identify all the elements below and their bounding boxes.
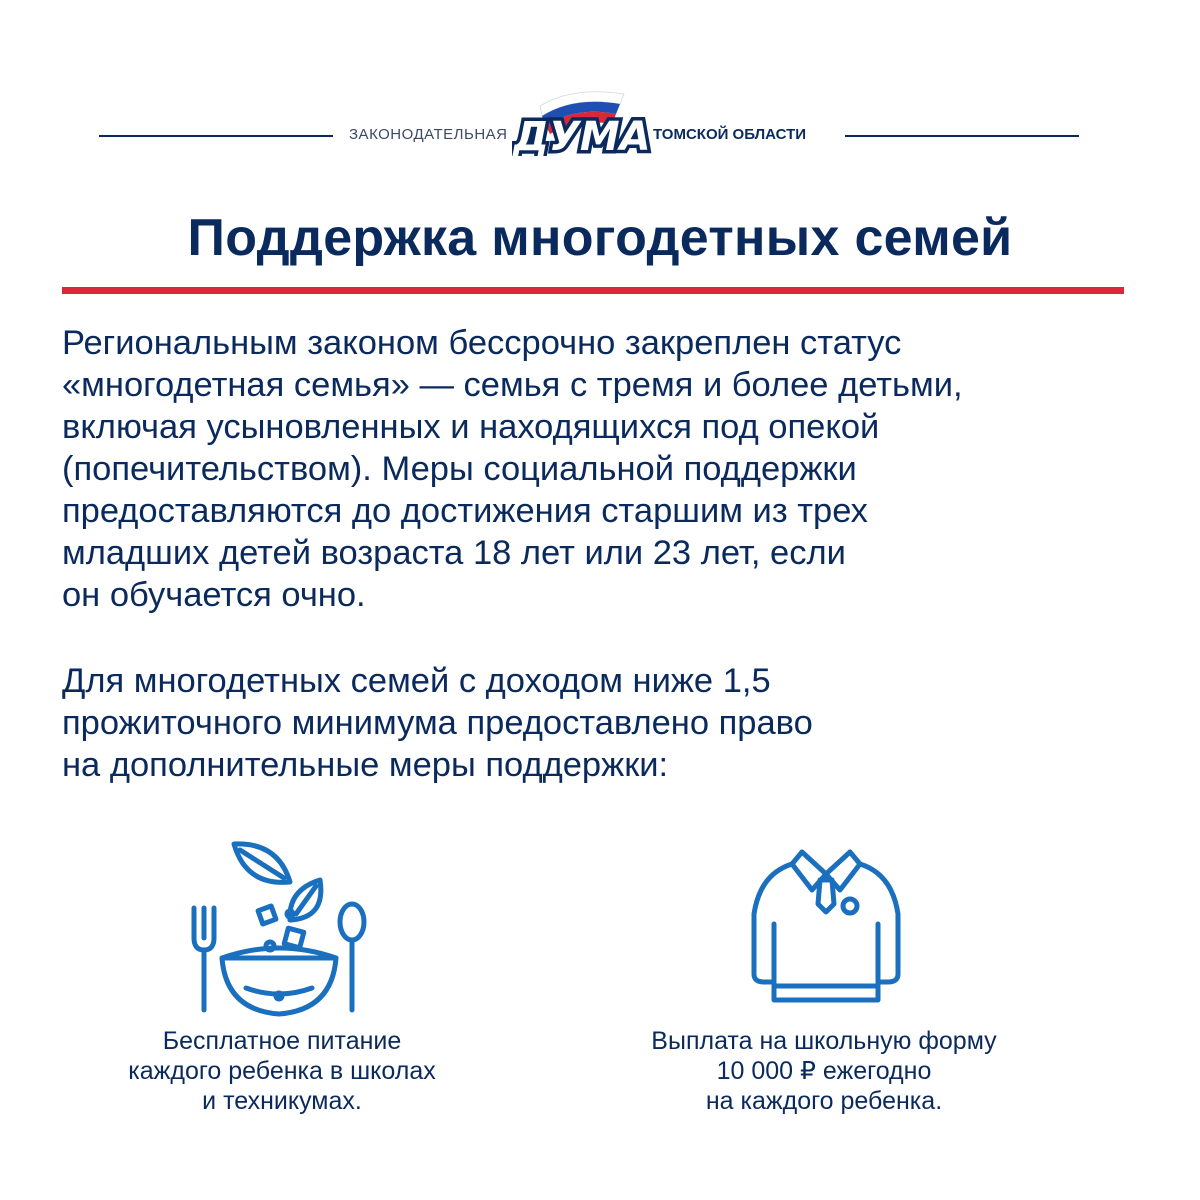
support-line: на дополнительные меры поддержки: [62,746,669,784]
intro-line: младших детей возраста 18 лет или 23 лет, если [62,534,846,572]
caption-line: и техникумах. [202,1087,362,1115]
intro-line: предоставляются до достижения старшим из трех [62,492,868,530]
intro-line: Региональным законом бессрочно закреплен статус [62,324,902,362]
page-title: Поддержка многодетных семей [187,209,1013,267]
intro-line: «многодетная семья» — семья с тремя и более детьми, [62,366,963,404]
header-divider-right [845,135,1079,137]
caption-line: 10 000 ₽ ежегодно [716,1057,932,1085]
title-underline [62,287,1124,294]
caption-line: на каждого ребенка. [705,1087,943,1115]
support-line: прожиточного минимума предоставлено право [62,704,813,742]
svg-text:ДУМА: ДУМА [513,114,651,156]
benefit-caption-food [82,1026,482,1116]
intro-line: (попечительством). Меры социальной поддержки [62,450,857,488]
header-left-text: ЗАКОНОДАТЕЛЬНАЯ [349,126,508,143]
header-divider-left [99,135,333,137]
benefit-caption-uniform [604,1026,1044,1116]
intro-line: включая усыновленных и находящихся под опекой [62,408,880,446]
caption-line: Бесплатное питание [162,1027,402,1055]
caption-line: Выплата на школьную форму [651,1027,997,1055]
support-paragraph [62,660,813,786]
intro-paragraph [62,322,963,616]
header-right-text: ТОМСКОЙ ОБЛАСТИ [653,126,807,143]
support-line: Для многодетных семей с доходом ниже 1,5 [62,662,771,700]
caption-line: каждого ребенка в школах [128,1057,436,1085]
food-bowl-icon [186,838,372,1020]
school-uniform-icon [748,844,904,1010]
intro-line: он обучается очно. [62,576,366,614]
duma-logo [512,84,652,156]
